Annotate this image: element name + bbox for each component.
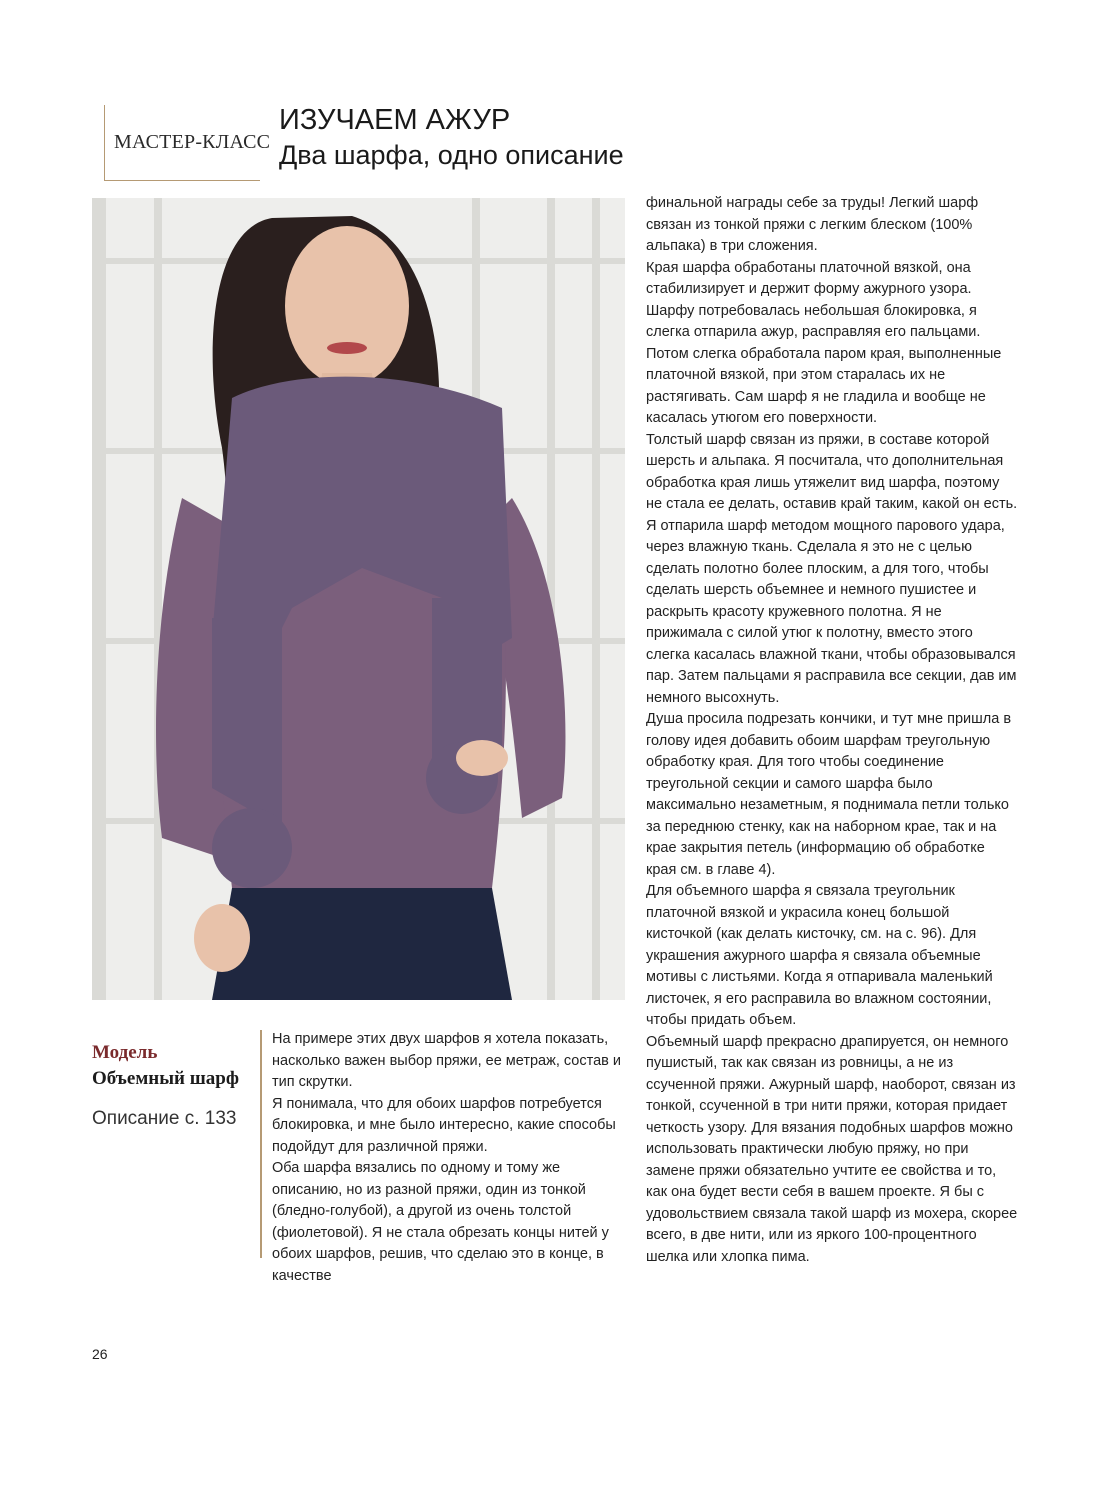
model-info	[92, 1041, 239, 1131]
paragraph: На примере этих двух шарфов я хотела показать, насколько важен выбор пряжи, ее метраж, состав и тип скрутки.	[272, 1031, 621, 1090]
section-label: МАСТЕР-КЛАСС	[114, 131, 271, 153]
paragraph: финальной награды себе за труды! Легкий шарф связан из тонкой пряжи с легким блеском (100% альпака) в три сложения.	[646, 195, 979, 254]
model-photo	[92, 198, 625, 1000]
paragraph: Объемный шарф прекрасно драпируется, он немного пушистый, так как связан из ровницы, а не из ссученной пряжи. Ажурный шарф, наоборот, связан из тонкой, ссученной в три нити пряжи, которая придает четкость узору. Для вязания подобных шарфов можно использовать практически любую пряжу, но при замене пряжи обязательно учтите ее свойства и то, как она будет вести себя в вашем проекте. Я бы с удовольствием связала такой шарф из мохера, скорее всего, в две нити, или из яркого 100-процентного шелка или хлопка пима.	[646, 1033, 1018, 1265]
page-subtitle: Два шарфа, одно описание	[279, 140, 624, 170]
paragraph: Толстый шарф связан из пряжи, в составе которой шерсть и альпака. Я посчитала, что дополнительная обработка края лишь утяжелит вид шарфа, поэтому не стала ее делать, оставив край таким, какой он есть. Я отпарила шарф методом мощного парового удара, через влажную ткань. Сделала я это не с целью сделать полотно более плоским, а для того, чтобы сделать шерсть объемнее и немного пушистее и раскрыть красоту кружевного полотна. Я не прижимала с силой утюг к полотну, вместо этого слегка касалась влажной ткани, чтобы образовывался пар. Затем пальцами я расправила все секции, дав им немного высохнуть.	[646, 431, 1018, 706]
article-column-left	[272, 1029, 624, 1287]
paragraph: Душа просила подрезать кончики, и тут мне пришла в голову идея добавить обоим шарфам треугольную обработку края. Для того чтобы соединение треугольной секции и самого шарфа было максимально незаметным, я поднимала петли только за переднюю стенку, как на наборном крае, так и на крае закрытия петель (информацию об обработке края см. в главе 4).	[646, 711, 1012, 878]
page-number: 26	[92, 1346, 108, 1362]
paragraph: Я понимала, что для обоих шарфов потребуется блокировка, и мне было интересно, какие способы подойдут для различной пряжи.	[272, 1095, 616, 1155]
model-name: Объемный шарф	[92, 1068, 239, 1089]
model-label: Модель	[92, 1042, 158, 1063]
paragraph: Оба шарфа вязались по одному и тому же описанию, но из разной пряжи, один из тонкой (бледно-голубой), а другой из очень толстой (фиолетовой). Я не стала обрезать концы нитей у обоих шарфов, решив, что сделаю это в конце, в качестве	[272, 1160, 609, 1284]
page-title: ИЗУЧАЕМ АЖУР	[279, 104, 511, 136]
paragraph: Для объемного шарфа я связала треугольник платочной вязкой и украсила конец большой кисточкой (как делать кисточку, см. на с. 96). Для украшения ажурного шарфа я связала объемные мотивы с листьями. Когда я отпаривала маленький листочек, я его расправила во влажном состоянии, чтобы придать объем.	[646, 883, 993, 1028]
paragraph: Края шарфа обработаны платочной вязкой, она стабилизирует и держит форму ажурного узора. Шарфу потребовалась небольшая блокировка, я слегка отпарила ажур, расправляя его пальцами. Потом слегка обработала паром края, выполненные платочной вязкой, при этом старалась их не растягивать. Сам шарф я не гладила и вообще не касалась утюгом его поверхности.	[646, 259, 1002, 426]
article-column-right	[646, 193, 1018, 1268]
column-divider	[260, 1030, 262, 1258]
description-page-ref: Описание с. 133	[92, 1108, 237, 1129]
